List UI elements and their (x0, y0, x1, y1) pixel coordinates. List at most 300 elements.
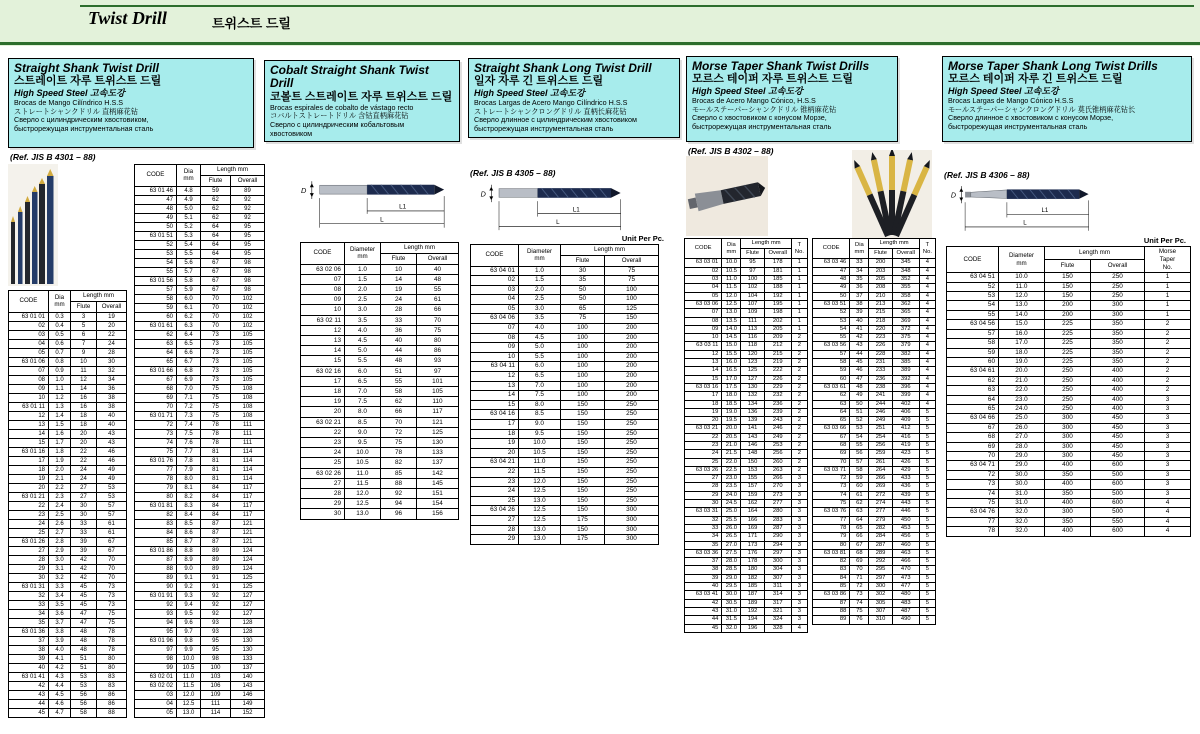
cell-value: 84 (201, 492, 231, 501)
cell-value: 250 (605, 420, 659, 430)
cell-value: 208 (869, 284, 892, 292)
cell-value: 4.0 (519, 324, 561, 334)
cell-value: 5 (919, 533, 935, 541)
cell-value: 294 (764, 541, 791, 549)
cell-value: 53 (97, 492, 127, 501)
cell-code: 25 (685, 458, 722, 466)
cell-value: 95 (231, 222, 265, 231)
cell-value: 5.0 (519, 343, 561, 353)
section-title: Morse Taper Shank Long Twist Drills (948, 59, 1158, 73)
table-row (471, 324, 659, 334)
cell-value: 5 (919, 591, 935, 599)
cell-value: 250 (1091, 282, 1145, 291)
table-row (813, 342, 936, 350)
cell-value: 36 (850, 284, 869, 292)
cell-value: 108 (231, 402, 265, 411)
cell-value: 46 (97, 456, 127, 465)
table-row (135, 537, 265, 546)
cell-value: 3 (1145, 489, 1191, 498)
cell-value: 2.4 (49, 501, 71, 510)
dim-d-label: D (480, 189, 486, 199)
cell-value: 6.6 (177, 348, 201, 357)
cell-value: 149 (231, 699, 265, 708)
cell-value: 3 (791, 475, 807, 483)
cell-value: 18.0 (999, 348, 1045, 357)
cell-value: 400 (1091, 395, 1145, 404)
cell-value: 283 (764, 516, 791, 524)
table-row (301, 397, 459, 407)
table-row (9, 420, 127, 429)
table-row (685, 342, 808, 350)
table-body (301, 264, 459, 519)
cell-value: 16 (71, 402, 97, 411)
table-row (813, 574, 936, 582)
table-row (471, 400, 659, 410)
cell-value: 102 (741, 284, 764, 292)
cell-value: 2.5 (49, 510, 71, 519)
table-row (9, 591, 127, 600)
table-row (947, 282, 1191, 291)
cell-value: 200 (869, 259, 892, 267)
cell-value: 140 (231, 672, 265, 681)
cell-value: 5 (919, 558, 935, 566)
cell-code: 74 (813, 491, 850, 499)
cell-value: 20.0 (999, 367, 1045, 376)
cell-value: 16 (71, 393, 97, 402)
table-row (813, 450, 936, 458)
cell-code: 63 01 41 (9, 672, 49, 681)
table-morse-taper-b (812, 238, 936, 625)
cell-value: 118 (741, 342, 764, 350)
cell-value: 436 (892, 483, 919, 491)
table-row (685, 300, 808, 308)
cell-code: 39 (685, 574, 722, 582)
table-row (301, 488, 459, 498)
cell-value: 8.5 (519, 410, 561, 420)
table-row (685, 566, 808, 574)
table-row (135, 375, 265, 384)
drill-illustration (320, 185, 444, 195)
cell-value: 19.5 (722, 417, 741, 425)
cell-value: 2 (791, 417, 807, 425)
cell-value: 109 (201, 690, 231, 699)
cell-value: 84 (201, 510, 231, 519)
cell-value: 148 (741, 450, 764, 458)
japanese-line: モールステーパーシャンクドリル 锥柄麻花钻 (692, 104, 837, 114)
cell-value: 47 (71, 609, 97, 618)
cell-value: 1.0 (519, 266, 561, 276)
cell-value: 5 (919, 549, 935, 557)
table-row (685, 417, 808, 425)
jis-ref: (Ref. JIS B 4305 – 88) (470, 168, 556, 178)
table-row (471, 496, 659, 506)
cell-value: 86 (97, 690, 127, 699)
cell-value: 100 (561, 333, 605, 343)
cell-code: 63 02 01 (135, 672, 177, 681)
cell-value: 96 (381, 509, 417, 519)
cell-code: 44 (685, 616, 722, 624)
cell-code: 33 (9, 600, 49, 609)
cell-code: 88 (813, 607, 850, 615)
cell-value: 246 (764, 425, 791, 433)
cell-value: 78 (201, 429, 231, 438)
cell-code: 42 (9, 681, 49, 690)
cell-value: 12.5 (519, 506, 561, 516)
cell-code: 49 (813, 284, 850, 292)
table-straight-shank-b (134, 164, 265, 718)
table-row (947, 433, 1191, 442)
cell-value: 1 (791, 292, 807, 300)
cell-value: 243 (764, 417, 791, 425)
cell-code: 50 (135, 222, 177, 231)
cell-value: 1 (791, 309, 807, 317)
cell-value: 5 (919, 566, 935, 574)
table-row (135, 213, 265, 222)
cell-code: 64 (135, 348, 177, 357)
table-row (471, 487, 659, 497)
table-row (947, 404, 1191, 413)
cell-value: 32 (97, 366, 127, 375)
material-line: High Speed Steel 고속도강 (14, 88, 125, 99)
table-row (685, 558, 808, 566)
cell-value: 10.5 (345, 458, 381, 468)
cell-value: 2 (1145, 339, 1191, 348)
cell-code: 59 (947, 348, 999, 357)
table-row (301, 315, 459, 325)
table-row (135, 402, 265, 411)
cell-value: 95 (201, 636, 231, 645)
table-body (9, 312, 127, 717)
cell-value: 2 (791, 375, 807, 383)
cell-value: 4.9 (177, 195, 201, 204)
cell-value: 203 (869, 267, 892, 275)
cell-value: 66 (850, 533, 869, 541)
cell-code: 57 (813, 350, 850, 358)
cell-value: 57 (97, 510, 127, 519)
cell-value: 250 (1091, 273, 1145, 282)
cell-code: 08 (9, 375, 49, 384)
mm-label: mm (183, 175, 194, 183)
cell-value: 3.0 (49, 555, 71, 564)
cell-value: 8.5 (177, 519, 201, 528)
cell-value: 365 (892, 309, 919, 317)
cell-value: 62 (381, 397, 417, 407)
table-row (301, 356, 459, 366)
cell-value: 2 (1145, 320, 1191, 329)
cell-code: 53 (813, 317, 850, 325)
cell-value: 68 (850, 549, 869, 557)
cell-code: 87 (813, 599, 850, 607)
dia-label: Dia (855, 241, 864, 248)
cell-value: 3 (1145, 461, 1191, 470)
cell-code: 80 (135, 492, 177, 501)
table-row (947, 527, 1191, 536)
cell-value: 500 (1091, 489, 1145, 498)
cell-code: 63 (135, 339, 177, 348)
cell-value: 43 (850, 342, 869, 350)
cell-code: 63 03 01 (685, 259, 722, 267)
col-header-length: Length mm (869, 239, 919, 249)
table-row (813, 259, 936, 267)
cell-code: 34 (9, 609, 49, 618)
cell-value: 2 (1145, 357, 1191, 366)
cell-value: 42 (850, 334, 869, 342)
table-row (813, 549, 936, 557)
russian-line-2: быстрорежущая инструментальная сталь (474, 124, 614, 134)
drill-set-photo (852, 150, 932, 238)
col-header-overall: Overall (605, 255, 659, 266)
cell-value: 11 (71, 366, 97, 375)
cell-code: 20 (301, 407, 345, 417)
cell-value: 212 (764, 342, 791, 350)
col-header-dia (722, 239, 741, 259)
cell-code: 07 (9, 366, 49, 375)
cell-value: 29.0 (722, 574, 741, 582)
cell-code: 89 (813, 616, 850, 624)
cell-value: 450 (892, 516, 919, 524)
cell-code: 09 (301, 295, 345, 305)
cell-value: 9.5 (519, 429, 561, 439)
cell-value: 33 (850, 259, 869, 267)
cell-code: 15 (471, 400, 519, 410)
drill-illustration (965, 189, 1089, 199)
cell-code: 24 (301, 448, 345, 458)
cell-value: 3 (791, 574, 807, 582)
cell-value: 3 (791, 491, 807, 499)
col-header-flute: Flute (1045, 260, 1091, 273)
cell-value: 75 (97, 609, 127, 618)
table-row (685, 616, 808, 624)
table-row (813, 475, 936, 483)
cell-value: 10.0 (177, 654, 201, 663)
cell-value: 2.8 (49, 537, 71, 546)
cell-value: 44 (850, 350, 869, 358)
section-title: Straight Shank Twist Drill (14, 61, 159, 75)
col-header-code: CODE (947, 247, 999, 273)
cell-code: 17 (685, 392, 722, 400)
cell-code: 55 (135, 267, 177, 276)
cell-value: 3 (791, 549, 807, 557)
cell-value: 450 (1091, 451, 1145, 460)
table-row (947, 451, 1191, 460)
cell-code: 23 (471, 477, 519, 487)
cell-value: 12.5 (177, 699, 201, 708)
mm-label: mm (854, 248, 865, 255)
table-row (135, 708, 265, 717)
cell-code: 05 (685, 292, 722, 300)
cell-code: 77 (813, 516, 850, 524)
cell-value: 225 (1045, 348, 1091, 357)
cell-value: 100 (561, 343, 605, 353)
table-row (947, 348, 1191, 357)
cell-value: 5.5 (519, 352, 561, 362)
cell-value: 1.0 (345, 264, 381, 274)
cell-code: 63 01 96 (135, 636, 177, 645)
cell-value: 15.0 (999, 320, 1045, 329)
table-row (685, 392, 808, 400)
cell-value: 200 (605, 362, 659, 372)
cell-value: 133 (231, 654, 265, 663)
cell-value: 8.3 (177, 501, 201, 510)
cell-value: 289 (869, 549, 892, 557)
cell-code: 18 (9, 465, 49, 474)
cell-value: 143 (231, 681, 265, 690)
table-row (9, 447, 127, 456)
cell-value: 114 (201, 708, 231, 717)
cell-value: 20 (71, 429, 97, 438)
cell-value: 150 (561, 448, 605, 458)
cell-code: 83 (813, 566, 850, 574)
table-row (947, 489, 1191, 498)
cell-value: 26.0 (722, 524, 741, 532)
col-header-taper-no (919, 239, 935, 259)
cell-value: 250 (1045, 395, 1091, 404)
cell-value: 3.9 (49, 636, 71, 645)
cell-value: 11.0 (519, 458, 561, 468)
cell-value: 5.0 (345, 346, 381, 356)
cell-value: 4 (1145, 499, 1191, 508)
cell-value: 188 (764, 284, 791, 292)
col-header-length: Length mm (71, 291, 127, 302)
cell-value: 175 (561, 535, 605, 545)
dim-d-label: D (950, 191, 956, 200)
cell-value: 72 (850, 583, 869, 591)
table-row (135, 654, 265, 663)
cell-value: 470 (892, 566, 919, 574)
no-label: No. (794, 248, 804, 255)
cell-value: 3 (1145, 433, 1191, 442)
cell-value: 20.0 (722, 425, 741, 433)
cell-code: 79 (135, 483, 177, 492)
table-row (947, 414, 1191, 423)
dia-label: Dia (727, 241, 736, 248)
cell-value: 25.5 (722, 516, 741, 524)
cell-value: 17.0 (999, 339, 1045, 348)
cell-value: 100 (605, 285, 659, 295)
table-row (947, 273, 1191, 282)
cell-value: 300 (1045, 423, 1091, 432)
cell-value: 38 (850, 300, 869, 308)
cell-value: 250 (605, 410, 659, 420)
table-row (9, 681, 127, 690)
cell-value: 3.5 (345, 315, 381, 325)
table-row (135, 564, 265, 573)
russian-line-2: быстрорежущая инструментальная сталь (692, 122, 832, 132)
cell-value: 200 (605, 372, 659, 382)
cell-code: 05 (9, 348, 49, 357)
cell-value: 3 (791, 566, 807, 574)
cell-value: 6.8 (177, 366, 201, 375)
cell-value: 130 (231, 645, 265, 654)
cell-code: 65 (813, 417, 850, 425)
cell-value: 16.0 (722, 359, 741, 367)
cell-value: 33 (71, 519, 97, 528)
cell-value: 41 (850, 325, 869, 333)
table-row (813, 491, 936, 499)
cell-code: 14 (685, 367, 722, 375)
cell-code: 62 (947, 376, 999, 385)
col-header-overall: Overall (417, 253, 459, 264)
cell-value: 277 (869, 508, 892, 516)
cell-code: 02 (471, 276, 519, 286)
cell-value: 1 (1145, 310, 1191, 319)
cell-value: 74 (850, 599, 869, 607)
table-row (135, 672, 265, 681)
cell-code: 03 (135, 690, 177, 699)
cell-value: 125 (417, 427, 459, 437)
cell-code: 09 (9, 384, 49, 393)
table-row (685, 375, 808, 383)
cell-value: 287 (764, 524, 791, 532)
cell-value: 3 (1145, 395, 1191, 404)
cell-value: 176 (741, 549, 764, 557)
cell-value: 48 (850, 383, 869, 391)
cell-value: 450 (1091, 442, 1145, 451)
cell-value: 13.0 (345, 509, 381, 519)
col-header-code: CODE (135, 165, 177, 187)
table-row (471, 506, 659, 516)
cell-code: 07 (685, 309, 722, 317)
cell-value: 11.5 (722, 284, 741, 292)
table-straight-shank-a (8, 290, 127, 718)
cell-value: 33 (71, 528, 97, 537)
cell-value: 29.0 (999, 451, 1045, 460)
cell-code: 72 (947, 470, 999, 479)
cell-value: 169 (741, 524, 764, 532)
cell-value: 10.0 (999, 273, 1045, 282)
cell-value: 215 (764, 350, 791, 358)
table-row (947, 470, 1191, 479)
cell-value: 256 (869, 442, 892, 450)
cell-value: 9.3 (177, 591, 201, 600)
page-header-band (0, 0, 1200, 46)
cell-code: 12 (301, 325, 345, 335)
cell-value: 2 (791, 392, 807, 400)
cell-value: 500 (1091, 508, 1145, 517)
table-row (813, 466, 936, 474)
cell-value: 8.0 (177, 474, 201, 483)
cell-value: 12.5 (519, 515, 561, 525)
cell-code: 20 (471, 448, 519, 458)
cell-value: 4 (919, 267, 935, 275)
table-row (135, 294, 265, 303)
cell-value: 19.0 (722, 408, 741, 416)
cell-value: 114 (231, 465, 265, 474)
material-line: High Speed Steel 고속도강 (692, 86, 803, 97)
table-row (301, 458, 459, 468)
cell-code: 63 03 46 (813, 259, 850, 267)
cell-value: 70 (201, 303, 231, 312)
cell-code: 19 (9, 474, 49, 483)
taper-shank-drill-photo (686, 156, 768, 236)
cell-value: 59 (201, 186, 231, 195)
drill-dimension-diagram (298, 174, 456, 232)
cell-value: 141 (741, 425, 764, 433)
cell-code: 87 (135, 555, 177, 564)
cell-code: 99 (135, 663, 177, 672)
cell-value: 228 (869, 350, 892, 358)
cell-value: 443 (892, 500, 919, 508)
cell-code: 74 (135, 438, 177, 447)
japanese-line: モールステーパーシャンクロングドリル 莫氏锥柄麻花钻长 (948, 104, 1136, 114)
cell-value: 14.0 (722, 325, 741, 333)
cell-value: 150 (1045, 273, 1091, 282)
table-row (9, 465, 127, 474)
cell-value: 53 (97, 483, 127, 492)
cell-code: 65 (947, 404, 999, 413)
section-title: Cobalt Straight Shank Twist Drill (270, 63, 429, 91)
cell-code: 23 (9, 510, 49, 519)
